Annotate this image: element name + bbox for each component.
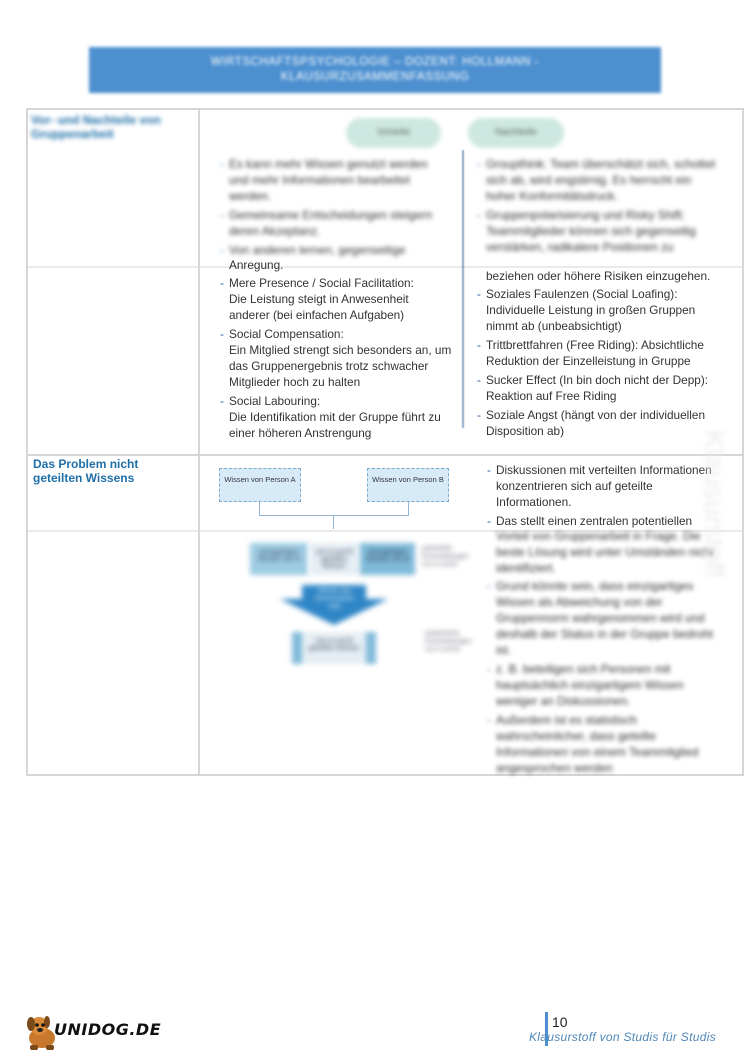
unshared-knowledge-tail-blurred: Vorteil von Gruppenarbeit in Frage. Die beste Lösung wird unter Umständen nicht identifiziert. <box>496 529 714 575</box>
connector-horizontal <box>259 515 409 516</box>
row-divider <box>28 454 742 456</box>
advantages-list-blurred <box>220 156 442 261</box>
disadvantages-tail-text: beziehen oder höhere Risiken einzugehen. <box>486 269 711 283</box>
connector-center <box>333 515 334 529</box>
connector-a <box>259 502 260 516</box>
advantages-disadvantages-divider <box>462 150 464 428</box>
actual-decisions-label: tatsächliche Entscheidungen von A und B <box>425 630 472 653</box>
list-item <box>220 326 452 390</box>
list-item: - Grund könnte sein, dass einzigartiges Wissen als Abweichung von der Gruppennorm wahrgenommen wird und deshalb der Status in der Gruppe bedroht ist. <box>487 578 719 658</box>
footer-tagline: Klausurstoff von Studis für Studis <box>529 1030 716 1044</box>
list-item: - Groupthink: Team überschätzt sich, schottet sich ab, wird engstirnig. Es herrscht ein hoher Konformitätsdruck. <box>477 156 717 204</box>
column-divider <box>198 110 200 774</box>
logo-text: UNIDOG.DE <box>54 1020 162 1039</box>
list-item-head: - Social Labouring: <box>229 394 321 408</box>
unique-knowledge-b-box: einzigartiges Wissen von B <box>360 543 415 575</box>
pill-disadvantages: Nachteile <box>468 118 564 148</box>
unshared-knowledge-list <box>487 462 719 532</box>
list-item: - Von anderen lernen, gegenseitige <box>220 242 442 258</box>
header-banner <box>89 47 661 93</box>
list-item-head: - Social Compensation: <box>229 327 344 341</box>
list-item: - Soziale Angst (hängt von der individuellen Disposition ab) <box>477 407 722 439</box>
list-item: - Gruppenpolarisierung und Risky Shift: Teammitglieder können sich gegenseitig verstärken, radikalere Positionen zu <box>477 207 717 255</box>
pill-advantages: Vorteile <box>346 118 441 148</box>
list-item: - z. B. beteiligen sich Personen mit hauptsächlich einzigartigem Wissen weniger an Diskussionen. <box>487 661 719 709</box>
potential-decisions-label: potentielle Entscheidungen von A und B <box>422 545 469 568</box>
page-number: 10 <box>552 1014 568 1030</box>
watermark: Klausurstoff <box>699 430 730 578</box>
list-item: - Sucker Effect (In bin doch nicht der Depp): Reaktion auf Free Riding <box>477 372 722 404</box>
shared-knowledge-box: von A und B geteiltes Wissen <box>309 543 359 575</box>
resulting-shared-knowledge-box: von A und B geteiltes Wissen <box>292 632 376 664</box>
row-title-unshared-knowledge: Das Problem nicht geteilten Wissens <box>33 457 139 485</box>
advantages-list <box>220 275 452 444</box>
list-item: - Diskussionen mit verteilten Informationen konzentrieren sich auf geteilte Informationen. <box>487 462 719 510</box>
list-item <box>220 393 452 441</box>
disadvantages-list <box>477 286 722 442</box>
disadvantages-list-blurred <box>477 156 717 258</box>
connector-b <box>408 502 409 516</box>
row-title-group-work: Vor- und Nachteile von Gruppenarbeit <box>31 113 161 141</box>
communication-arrow-label: Wissen das kommuniziert wird <box>315 587 354 610</box>
list-item: - Gemeinsame Entscheidungen steigern deren Akzeptanz. <box>220 207 442 239</box>
header-line-2: KLAUSURZUSAMMENFASSUNG <box>280 71 470 83</box>
knowledge-box-b: Wissen von Person B <box>367 468 449 502</box>
advantages-tail-text: Anregung. <box>229 258 284 272</box>
unique-knowledge-a-box: einzigartiges Wissen von A <box>250 543 308 575</box>
list-item: - Das stellt einen zentralen potentiellen <box>487 513 719 529</box>
list-item: - Es kann mehr Wissen genutzt werden und mehr Informationen bearbeitet werden. <box>220 156 442 204</box>
knowledge-box-a: Wissen von Person A <box>219 468 301 502</box>
list-item: - Soziales Faulenzen (Social Loafing): Individuelle Leistung in großen Gruppen nimmt ab (unbeabsichtigt) <box>477 286 722 334</box>
list-item-body: Die Identifikation mit der Gruppe führt zu einer höheren Anstrengung <box>229 410 441 440</box>
list-item: - Trittbrettfahren (Free Riding): Absichtliche Reduktion der Einzelleistung in Gruppe <box>477 337 722 369</box>
list-item-body: Die Leistung steigt in Anwesenheit anderer (bei einfachen Aufgaben) <box>229 292 409 322</box>
list-item-head: - Mere Presence / Social Facilitation: <box>229 276 414 290</box>
unshared-knowledge-list-blurred <box>487 578 719 779</box>
header-line-1: WIRTSCHAFTSPSYCHOLOGIE – DOZENT: HOLLMANN - <box>210 56 540 68</box>
list-item: - Außerdem ist es statistisch wahrscheinlicher, dass geteilte Informationen von einem Teammitglied angesprochen werden <box>487 712 719 776</box>
list-item-body: Ein Mitglied strengt sich besonders an, um das Gruppenergebnis trotz schwacher Mitglieder hoch zu halten <box>229 343 452 389</box>
list-item <box>220 275 452 323</box>
